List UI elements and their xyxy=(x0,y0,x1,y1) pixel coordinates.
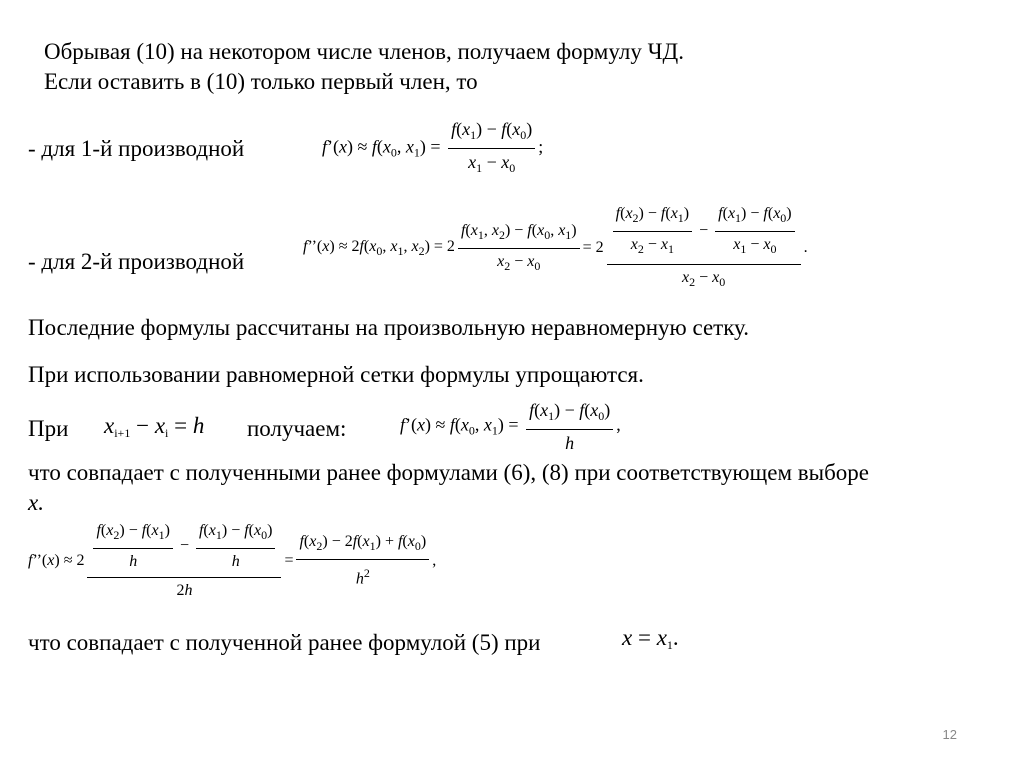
coincides-formula5-text: что совпадает с полученной ранее формулой (5) при xyxy=(28,630,541,655)
first-derivative-label: - для 1-й производной xyxy=(28,136,245,161)
intro-line-1: Обрывая (10) на некотором числе членов, получаем формулу ЧД. xyxy=(44,39,684,64)
we-get-label: получаем: xyxy=(247,416,347,441)
intro-line-2: Если оставить в (10) только первый член, то xyxy=(44,69,478,94)
formula-uniform-step: $x_{i+1} - x_i = h$ xyxy=(104,413,205,440)
page-number: 12 xyxy=(942,727,957,742)
x-variable: x. xyxy=(28,490,44,515)
formula-x-equals-x1: $x = x_1$. xyxy=(622,625,679,652)
formula-first-derivative: f’(x) ≈ $f(x_0$, $x_1$) = $\frac{f(x_1) - f(x_0)}{x_1 - x_0}$ ; xyxy=(322,119,544,175)
arbitrary-grid-text: Последние формулы рассчитаны на произвольную неравномерную сетку. xyxy=(28,315,750,340)
when-label: При xyxy=(28,416,69,441)
second-derivative-label: - для 2-й производной xyxy=(28,249,245,274)
formula-second-derivative: f’’(x) ≈ $2f(x_0$, $x_1$, $x_2) = 2$ $\frac{f(x_1, x_2) - f(x_0, x_1)}{x_2 - x_0}$ = 2 $\frac{f(x_2) - f(x_1)}{x_2 - x_1}$ − $\frac{f(x_1) - f(x_0)}{x_1 - x_0}$ $x_2 - x_0$ . xyxy=(303,205,808,289)
coincides-text: что совпадает с полученными ранее формулами (6), (8) при соответствующем выборе xyxy=(28,460,869,485)
formula-first-derivative-uniform: f’(x) ≈ $f(x_0$, $x_1$) = $\frac{f(x_1) - f(x_0)}{h}$ , xyxy=(400,400,621,453)
formula-second-derivative-uniform: f’’(x) ≈ 2 $\frac{f(x_2) - f(x_1)}{h}$ − $\frac{f(x_1) - f(x_0)}{h}$ 2h = $\frac{f(x_2) - 2f(x_1) + f(x_0)}{h^2}$ , xyxy=(28,522,437,599)
uniform-grid-text: При использовании равномерной сетки формулы упрощаются. xyxy=(28,362,644,387)
